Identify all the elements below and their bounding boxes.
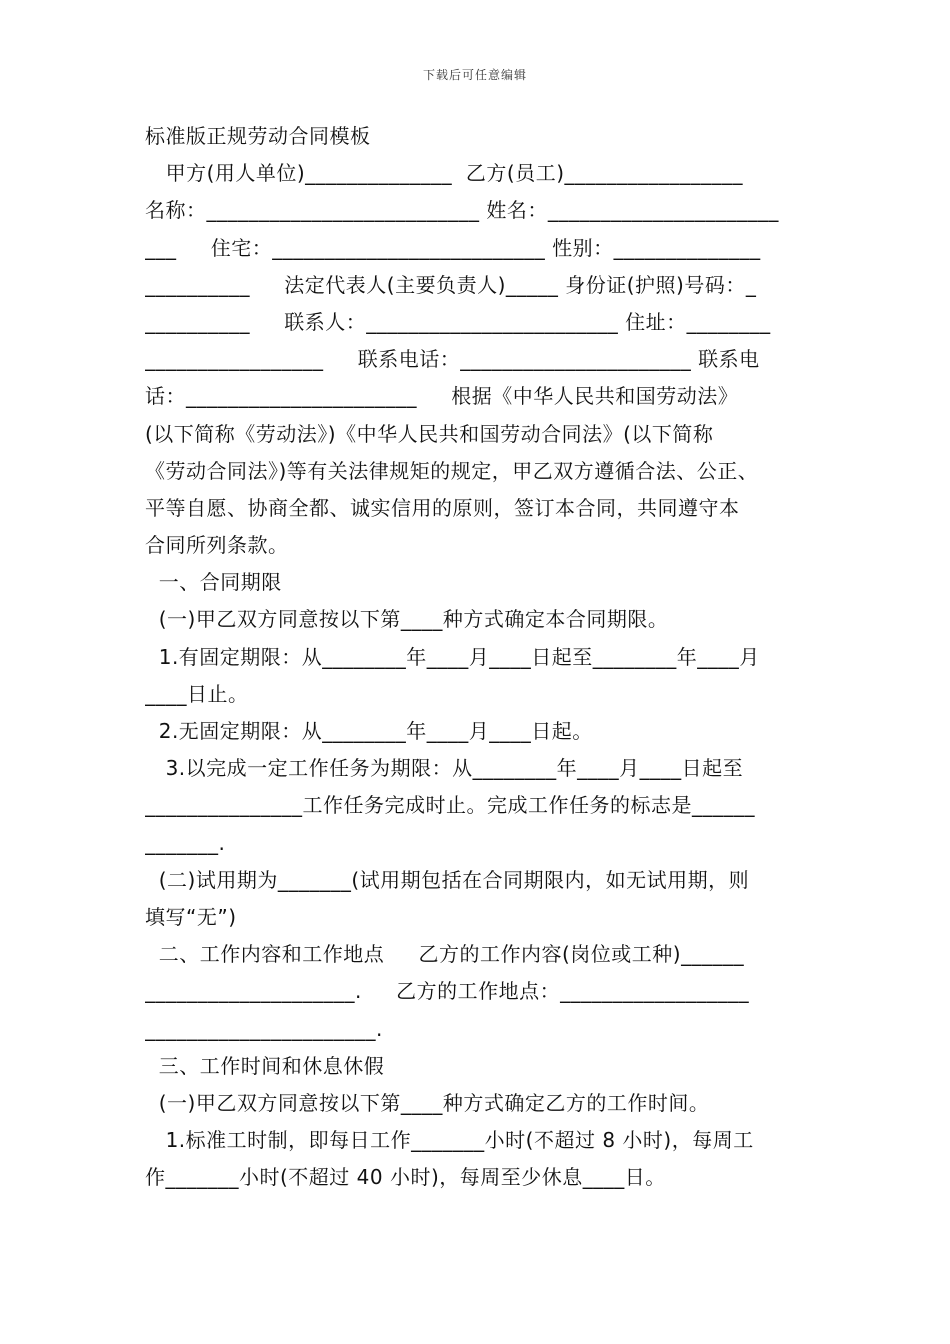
text-line: _________________ 联系电话：______________________ 联系电 (145, 347, 760, 372)
text-line: (以下简称《劳动法》)《中华人民共和国劳动合同法》(以下简称 (145, 421, 714, 446)
text-line: 名称：__________________________ 姓名：______________________ (145, 198, 779, 223)
text-line: _______. (145, 830, 226, 855)
text-line: ____日止。 (145, 681, 249, 706)
text-line: (一)甲乙双方同意按以下第____种方式确定本合同期限。 (145, 607, 669, 632)
section-heading: 三、工作时间和休息休假 (145, 1053, 385, 1078)
text-line: 平等自愿、协商全都、诚实信用的原则，签订本合同，共同遵守本 (145, 495, 740, 520)
section-heading: 二、工作内容和工作地点 乙方的工作内容(岗位或工种)______ (145, 942, 745, 967)
section-heading: 一、合同期限 (145, 570, 282, 595)
text-line: 2.无固定期限：从________年____月____日起。 (145, 719, 593, 743)
text-line: __________ 法定代表人(主要负责人)_____ 身份证(护照)号码：_ (145, 272, 757, 297)
text-line: 甲方(用人单位)______________ 乙方(员工)_________________ (145, 161, 743, 186)
text-line: 合同所列条款。 (145, 533, 289, 558)
contract-body (145, 118, 810, 1196)
text-line: 1.有固定期限：从________年____月____日起至________年____月 (145, 644, 760, 669)
text-line: 《劳动合同法》)等有关法律规矩的规定，甲乙双方遵循合法、公正、 (145, 458, 759, 483)
text-line: 填写“无”) (145, 904, 237, 929)
text-line: __________ 联系人：________________________ 住址：________ (145, 309, 771, 334)
text-line: 1.标准工时制，即每日工作_______小时(不超过 8 小时)，每周工 (145, 1128, 754, 1153)
text-line: _______________工作任务完成时止。完成工作任务的标志是______ (145, 793, 755, 818)
text-line: ___ 住宅：__________________________ 性别：______________ (145, 235, 761, 260)
text-line: 话：______________________ 根据《中华人民共和国劳动法》 (145, 384, 739, 409)
text-line: ______________________. (145, 1016, 383, 1041)
text-line: 作_______小时(不超过 40 小时)，每周至少休息____日。 (145, 1165, 666, 1190)
text-line: ____________________. 乙方的工作地点：__________________ (145, 979, 750, 1004)
doc-title: 标准版正规劳动合同模板 (145, 124, 371, 148)
page-header: 下载后可任意编辑 (422, 68, 527, 82)
text-line: (一)甲乙双方同意按以下第____种方式确定乙方的工作时间。 (145, 1090, 710, 1115)
text-line: (二)试用期为_______(试用期包括在合同期限内，如无试用期，则 (145, 867, 750, 892)
text-line: 3.以完成一定工作任务为期限：从________年____月____日起至 (145, 756, 744, 781)
